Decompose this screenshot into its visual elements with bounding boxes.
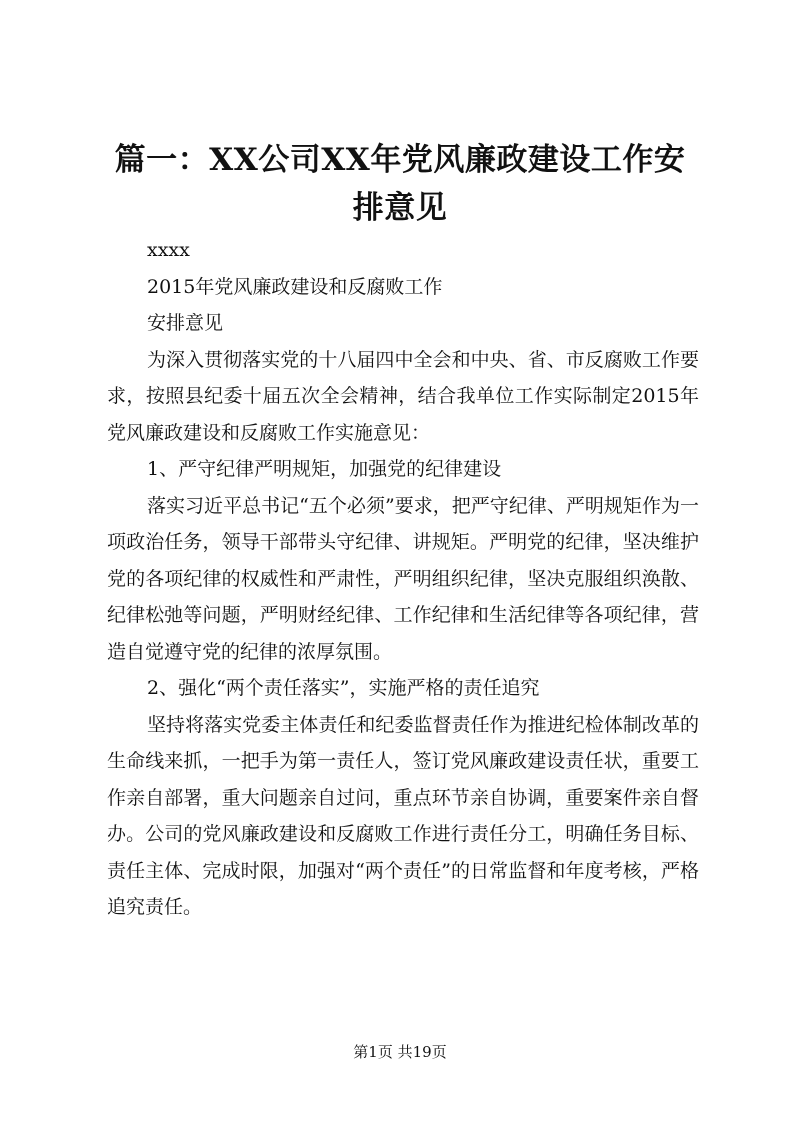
subtitle-line-1: 2015年党风廉政建设和反腐败工作: [147, 275, 443, 298]
author-line: xxxx: [147, 239, 190, 261]
document-body: [107, 232, 699, 926]
subtitle-line-2: 安排意见: [147, 312, 224, 334]
intro-paragraph: 为深入贯彻落实党的十八届四中全会和中央、省、市反腐败工作要求，按照县纪委十届五次全会精神，结合我单位工作实际制定2015年党风廉政建设和反腐败工作实施意见：: [107, 348, 699, 444]
document-title: 篇一：XX公司XX年党风廉政建设工作安排意见: [114, 142, 686, 226]
section-heading-2: 2、强化“两个责任落实”，实施严格的责任追究: [147, 677, 540, 699]
section-paragraph-2: 坚持将落实党委主体责任和纪委监督责任作为推进纪检体制改革的生命线来抓，一把手为第一责任人，签订党风廉政建设责任状，重要工作亲自部署，重大问题亲自过问，重点环节亲自协调，重要案件亲自督办。公司的党风廉政建设和反腐败工作进行责任分工，明确任务目标、责任主体、完成时限，加强对“两个责任”的日常监督和年度考核，严格追究责任。: [107, 713, 699, 918]
section-heading-1: 1、严守纪律严明规矩，加强党的纪律建设: [147, 458, 502, 480]
page-number-footer: 第1页 共19页: [353, 1043, 447, 1061]
section-paragraph-1: 落实习近平总书记“五个必须”要求，把严守纪律、严明规矩作为一项政治任务，领导干部带头守纪律、讲规矩。严明党的纪律，坚决维护党的各项纪律的权威性和严肃性，严明组织纪律，坚决克服组织涣散、纪律松弛等问题，严明财经纪律、工作纪律和生活纪律等各项纪律，营造自觉遵守党的纪律的浓厚氛围。: [107, 494, 699, 663]
